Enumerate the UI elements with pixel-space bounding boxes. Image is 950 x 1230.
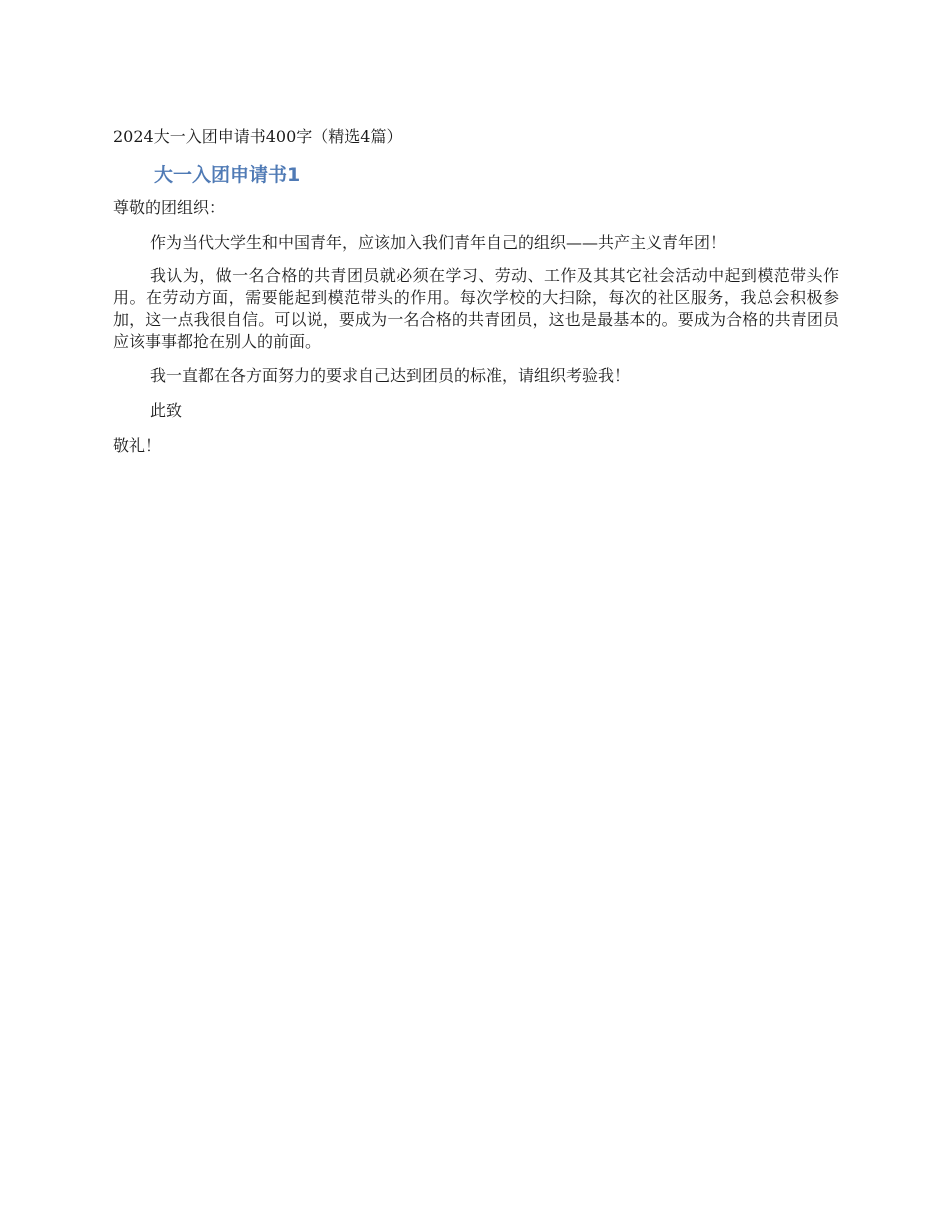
document-body: [113, 124, 839, 468]
document-title: 2024大一入团申请书400字（精选4篇）: [113, 127, 403, 146]
regards-line: 敬礼！: [113, 436, 162, 455]
closing-line: 此致: [150, 401, 183, 420]
salutation: 尊敬的团组织：: [113, 198, 226, 217]
paragraph-3: 我一直都在各方面努力的要求自己达到团员的标准，请组织考验我！: [150, 366, 631, 385]
section-heading: 大一入团申请书1: [154, 164, 301, 186]
paragraph-1: 作为当代大学生和中国青年，应该加入我们青年自己的组织——共产主义青年团！: [150, 233, 727, 252]
paragraph-2: 我认为，做一名合格的共青团员就必须在学习、劳动、工作及其其它社会活动中起到模范带头作用。在劳动方面，需要能起到模范带头的作用。每次学校的大扫除，每次的社区服务，我总会积极参加，这一点我很自信。可以说，要成为一名合格的共青团员，这也是最基本的。要成为合格的共青团员应该事事都抢在别人的前面。: [113, 266, 839, 351]
